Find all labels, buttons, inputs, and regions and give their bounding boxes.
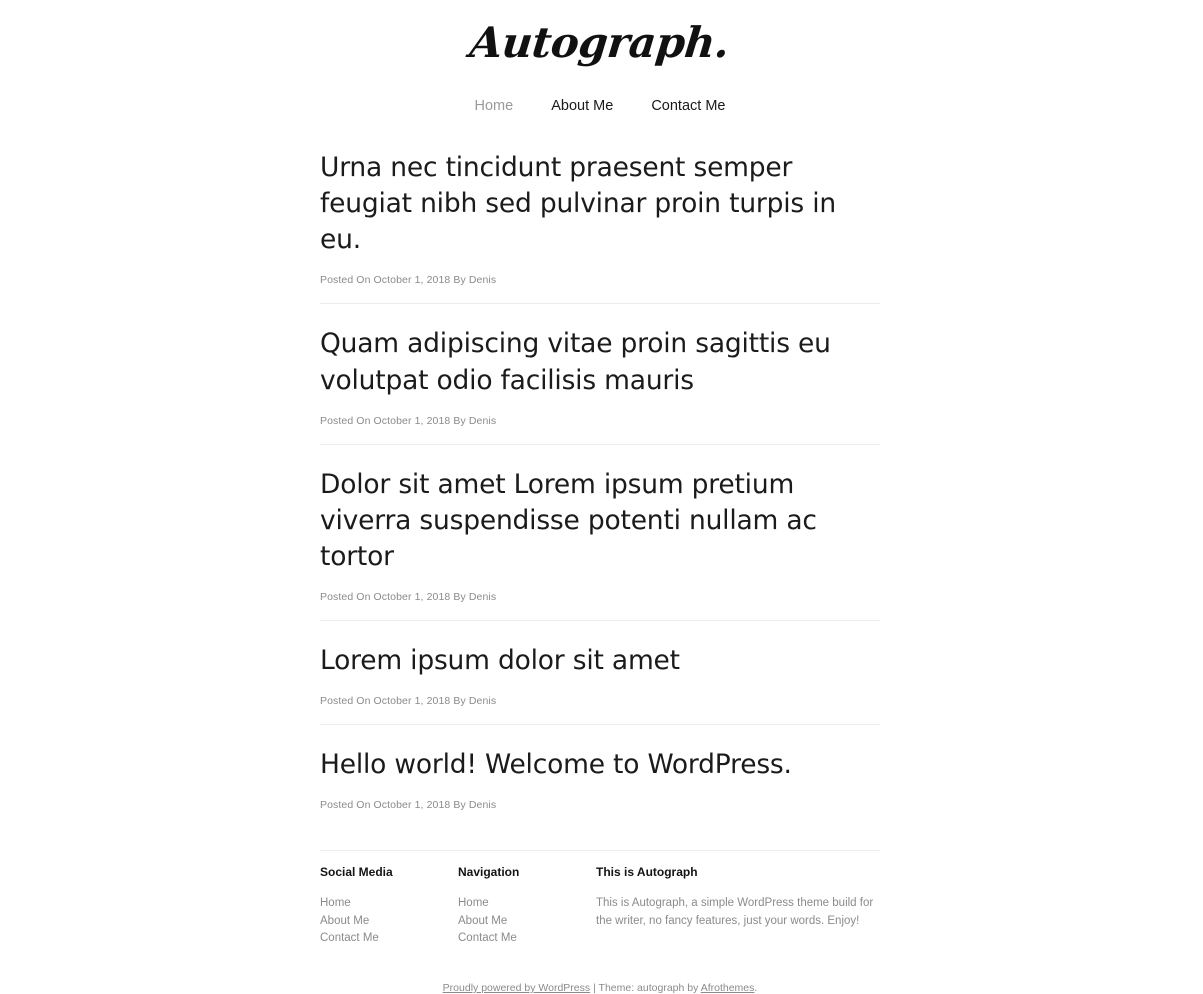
post-item [320, 150, 880, 304]
nav-item-home[interactable]: Home [474, 98, 514, 115]
wordpress-credit-link[interactable]: Proudly powered by WordPress [442, 982, 591, 994]
colophon-period: . [754, 982, 758, 994]
footer-nav-link-home[interactable]: Home [458, 896, 489, 909]
footer-heading-navigation: Navigation [458, 864, 520, 879]
colophon-separator: | [593, 982, 596, 994]
post-title[interactable]: Hello world! Welcome to WordPress. [320, 748, 792, 780]
post-meta: Posted On October 1, 2018 By Denis [320, 414, 497, 427]
post-list [320, 114, 880, 827]
footer-about-text: This is Autograph, a simple WordPress theme build for the writer, no fancy features, just your words. Enjoy! [596, 896, 874, 927]
footer-nav-link-about-me[interactable]: About Me [458, 914, 508, 927]
footer-heading-about: This is Autograph [596, 864, 698, 879]
post-item [320, 747, 880, 828]
post-meta: Posted On October 1, 2018 By Denis [320, 798, 497, 811]
footer-column-navigation [458, 865, 596, 948]
footer-social-link-contact-me[interactable]: Contact Me [320, 932, 379, 945]
site-footer [320, 850, 880, 994]
colophon [320, 982, 880, 994]
post-meta: Posted On October 1, 2018 By Denis [320, 590, 497, 603]
footer-column-about [596, 865, 880, 948]
post-meta: Posted On October 1, 2018 By Denis [320, 694, 497, 707]
post-meta: Posted On October 1, 2018 By Denis [320, 274, 497, 287]
theme-author-link[interactable]: Afrothemes [700, 982, 755, 994]
post-title[interactable]: Quam adipiscing vitae proin sagittis eu volutpat odio facilisis mauris [320, 328, 831, 396]
nav-item-about-me[interactable]: About Me [551, 98, 614, 115]
site-title: Autograph. [467, 18, 732, 67]
nav-item-contact-me[interactable]: Contact Me [651, 98, 726, 115]
footer-social-link-about-me[interactable]: About Me [320, 914, 370, 927]
footer-social-link-home[interactable]: Home [320, 896, 351, 909]
post-item [320, 643, 880, 725]
colophon-theme-prefix: Theme: autograph by [598, 982, 699, 994]
footer-column-social-media [320, 865, 458, 948]
site-header [0, 0, 1200, 114]
footer-heading-social-media: Social Media [320, 864, 393, 879]
footer-columns [320, 865, 880, 948]
post-item [320, 326, 880, 444]
post-title[interactable]: Lorem ipsum dolor sit amet [320, 644, 680, 676]
post-item [320, 467, 880, 621]
main-navigation [0, 98, 1200, 114]
post-title[interactable]: Urna nec tincidunt praesent semper feugiat nibh sed pulvinar proin turpis in eu. [320, 152, 836, 256]
footer-nav-link-contact-me[interactable]: Contact Me [458, 932, 517, 945]
post-title[interactable]: Dolor sit amet Lorem ipsum pretium viverra suspendisse potenti nullam ac tortor [320, 468, 817, 572]
